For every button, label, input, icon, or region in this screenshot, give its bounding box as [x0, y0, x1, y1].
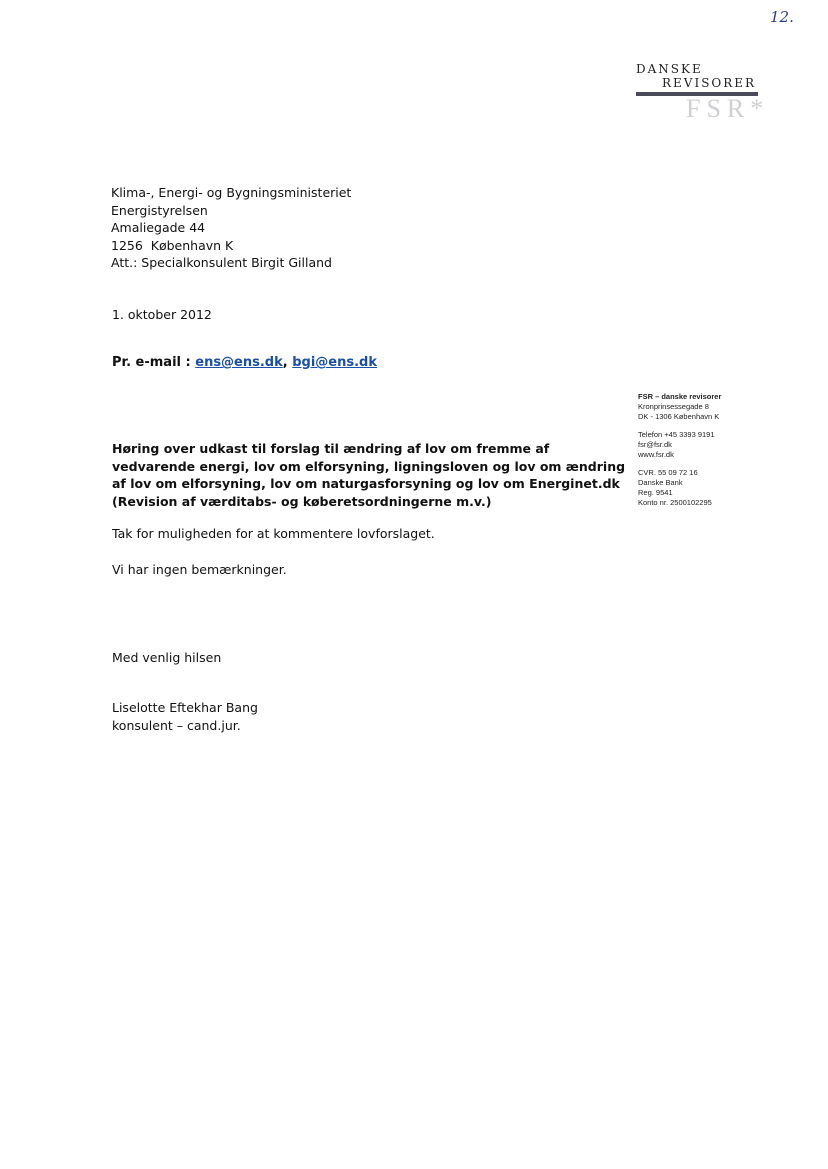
sender-info: [638, 392, 721, 516]
email-prefix: Pr. e-mail :: [112, 355, 196, 370]
email-line: [112, 355, 377, 370]
handwritten-page-mark: 12.: [770, 8, 794, 26]
email-link-bgi[interactable]: bgi@ens.dk: [292, 355, 378, 370]
logo-line-revisorer: REVISORER: [662, 76, 757, 90]
sender-street: Kronprinsessegade 8: [638, 402, 709, 411]
recipient-street: Amaliegade 44: [111, 220, 206, 235]
email-separator: ,: [282, 355, 293, 370]
recipient-ministry: Klima-, Energi- og Bygningsministeriet: [111, 185, 352, 200]
recipient-attention: Att.: Specialkonsulent Birgit Gilland: [111, 255, 332, 270]
signature-title: konsulent – cand.jur.: [112, 718, 241, 733]
email-link-ens[interactable]: ens@ens.dk: [195, 355, 283, 370]
sender-contact-group: [638, 430, 721, 460]
sender-address-group: [638, 392, 721, 422]
recipient-city: 1256 København K: [111, 237, 234, 253]
recipient-agency: Energistyrelsen: [111, 202, 208, 218]
logo-line-danske: DANSKE: [636, 62, 703, 76]
sender-org: FSR – danske revisorer: [638, 392, 722, 401]
sender-account: Konto nr. 2500102295: [638, 498, 712, 507]
sender-reg: Reg. 9541: [638, 488, 673, 497]
body-paragraph-no-remarks: Vi har ingen bemærkninger.: [112, 562, 287, 577]
subject-line: (Revision af værditabs- og køberetsordningerne m.v.): [112, 493, 492, 509]
sender-email: fsr@fsr.dk: [638, 440, 672, 449]
sender-bank: Danske Bank: [638, 478, 683, 487]
sender-bank-group: [638, 468, 721, 508]
signature-block: [112, 699, 258, 735]
recipient-address: [111, 184, 351, 272]
letter-date: 1. oktober 2012: [112, 307, 212, 322]
sender-web: www.fsr.dk: [638, 450, 674, 459]
subject-line: af lov om elforsyning, lov om naturgasforsyning og lov om Energinet.dk: [112, 476, 620, 491]
signature-name: Liselotte Eftekhar Bang: [112, 700, 258, 715]
sender-phone: Telefon +45 3393 9191: [638, 430, 715, 439]
closing-greeting: Med venlig hilsen: [112, 650, 222, 665]
logo-fsr-mark: FSR*: [686, 94, 770, 123]
subject-line: vedvarende energi, lov om elforsyning, ligningsloven og lov om ændring: [112, 458, 626, 474]
sender-cvr: CVR. 55 09 72 16: [638, 468, 698, 477]
letter-subject: [112, 440, 626, 510]
sender-city: DK - 1306 København K: [638, 412, 720, 421]
body-paragraph-thanks: Tak for muligheden for at kommentere lovforslaget.: [112, 526, 435, 541]
subject-line: Høring over udkast til forslag til ændring af lov om fremme af: [112, 441, 550, 456]
